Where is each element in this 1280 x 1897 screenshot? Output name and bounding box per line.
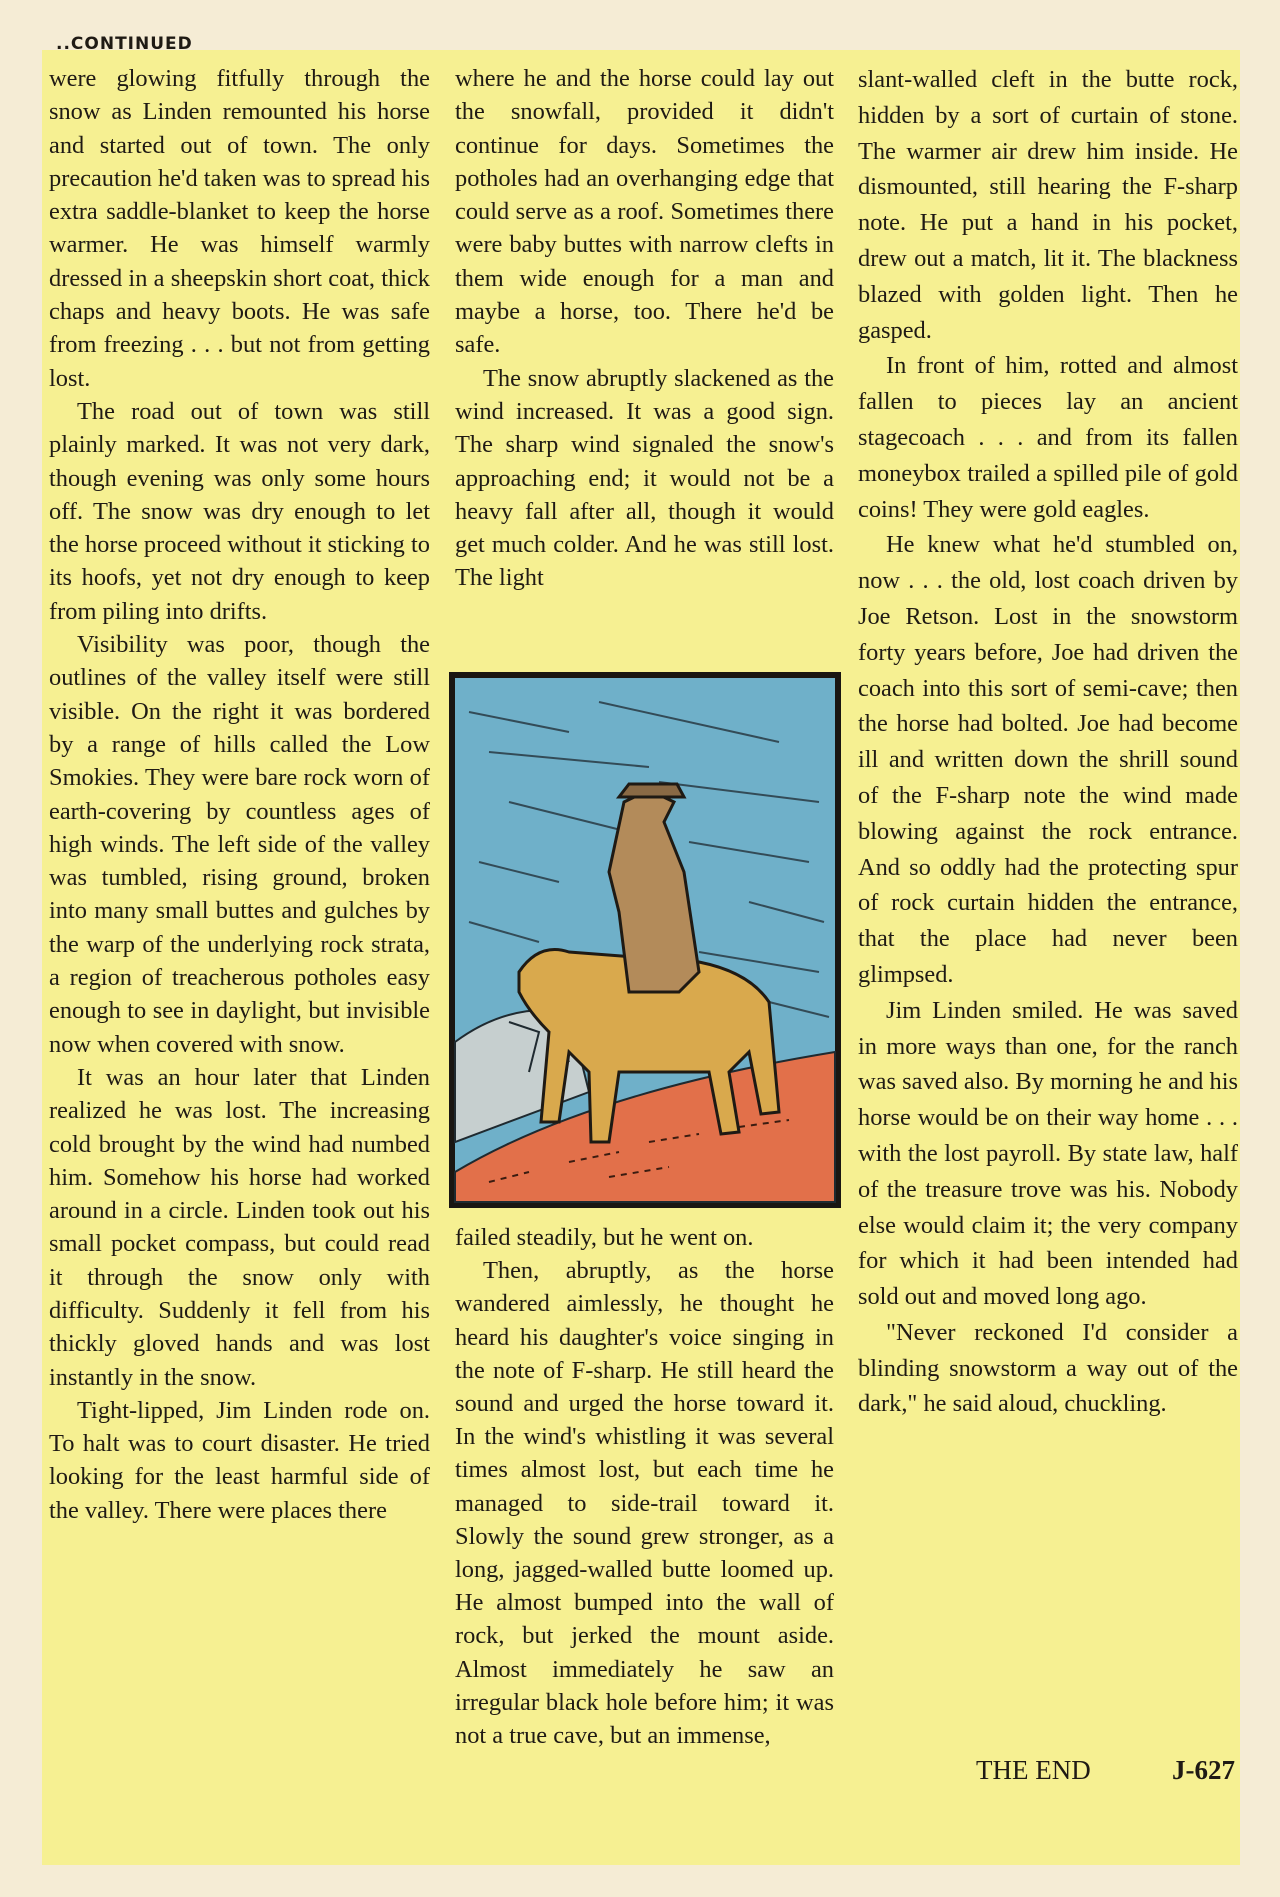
column-3-paragraph: "Never reckoned I'd consider a blinding snowstorm a way out of the dark," he said aloud, chuckling. <box>858 1318 1238 1418</box>
column-2-paragraph: failed steadily, but he went on. <box>455 1224 754 1251</box>
column-2-paragraph: The snow abruptly slackened as the wind increased. It was a good sign. The sharp wind signaled the snow's approaching end; it would not be a heavy fall after all, though it would get much colder. And he was still lost. The light <box>455 364 834 592</box>
column-1-paragraph: were glowing fitfully through the snow as Linden remounted his horse and started out of town. The only precaution he'd taken was to spread his extra saddle-blanket to keep the horse warmer. He was himself warmly dressed in a sheepskin short coat, thick chaps and heavy boots. He was safe from freezing . . . but not from getting lost. <box>49 65 430 392</box>
column-3-paragraph: He knew what he'd stumbled on, now . . . the old, lost coach driven by Joe Retson. Lost in the snowstorm forty years before, Joe had driven the coach into this sort of semi-cave; then the horse had bolted. Joe had become ill and written down the shrill sound of the F-sharp note the wind made blowing against the rock entrance. And so oddly had the protecting spur of rock curtain hidden the entrance, that the place had never been glimpsed. <box>858 531 1238 988</box>
column-3-paragraph: Jim Linden smiled. He was saved in more ways than one, for the ranch was saved also. By morning he and his horse would be on their way home . . . with the lost payroll. By state law, half of the treasure trove was his. Nobody else would claim it; the very company for which it had been intended had sold out and moved long ago. <box>858 996 1238 1311</box>
column-1 <box>49 62 430 1527</box>
column-3 <box>858 62 1238 1422</box>
cowboy-on-horse-picture <box>449 672 841 1208</box>
column-1-paragraph: Visibility was poor, though the outlines of the valley itself were still visible. On the right it was bordered by a range of hills called the Low Smokies. They were bare rock worn of earth-covering by countless ages of high winds. The left side of the valley was tumbled, rising ground, broken into many small buttes and gulches by the warp of the underlying rock strata, a region of treacherous potholes easy enough to see in daylight, but invisible now when covered with snow. <box>49 631 430 1058</box>
column-2-paragraph: where he and the horse could lay out the snowfall, provided it didn't continue for days. Sometimes the potholes had an overhanging edge that could serve as a roof. Sometimes there were baby buttes with narrow clefts in them wide enough for a man and maybe a horse, too. There he'd be safe. <box>455 65 834 359</box>
column-3-paragraph: In front of him, rotted and almost fallen to pieces lay an ancient stagecoach . . . and from its fallen moneybox trailed a spilled pile of gold coins! They were gold eagles. <box>858 352 1238 523</box>
column-1-paragraph: It was an hour later that Linden realized he was lost. The increasing cold brought by the wind had numbed him. Somehow his horse had worked around in a circle. Linden took out his small pocket compass, but could read it through the snow only with difficulty. Suddenly it fell from his thickly gloved hands and was lost instantly in the snow. <box>49 1063 430 1391</box>
cowboy-illustration <box>449 672 841 1208</box>
column-2-paragraph: Then, abruptly, as the horse wandered aimlessly, he thought he heard his daughter's voice singing in the note of F-sharp. He still heard the sound and urged the horse toward it. In the wind's whistling it was several times almost lost, but each time he managed to side-trail toward it. Slowly the sound grew stronger, as a long, jagged-walled butte loomed up. He almost bumped into the wall of rock, but jerked the mount aside. Almost immediately he saw an irregular black hole before him; it was not a true cave, but an immense, <box>455 1257 834 1750</box>
column-2-bottom <box>455 1221 834 1752</box>
column-1-paragraph: Tight-lipped, Jim Linden rode on. To halt was to court disaster. He tried looking for the least harmful side of the valley. There were places there <box>49 1396 430 1524</box>
column-2-top <box>455 62 834 595</box>
continued-label: ..CONTINUED <box>56 34 193 54</box>
job-code: J-627 <box>1172 1755 1235 1785</box>
the-end-label: THE END <box>976 1755 1091 1785</box>
column-1-paragraph: The road out of town was still plainly marked. It was not very dark, though evening was only some hours off. The snow was dry enough to let the horse proceed without it sticking to its hoofs, yet not dry enough to keep from piling into drifts. <box>49 397 430 625</box>
column-3-paragraph: slant-walled cleft in the butte rock, hidden by a sort of curtain of stone. The warmer air drew him inside. He dismounted, still hearing the F-sharp note. He put a hand in his pocket, drew out a match, lit it. The blackness blazed with golden light. Then he gasped. <box>858 66 1238 344</box>
